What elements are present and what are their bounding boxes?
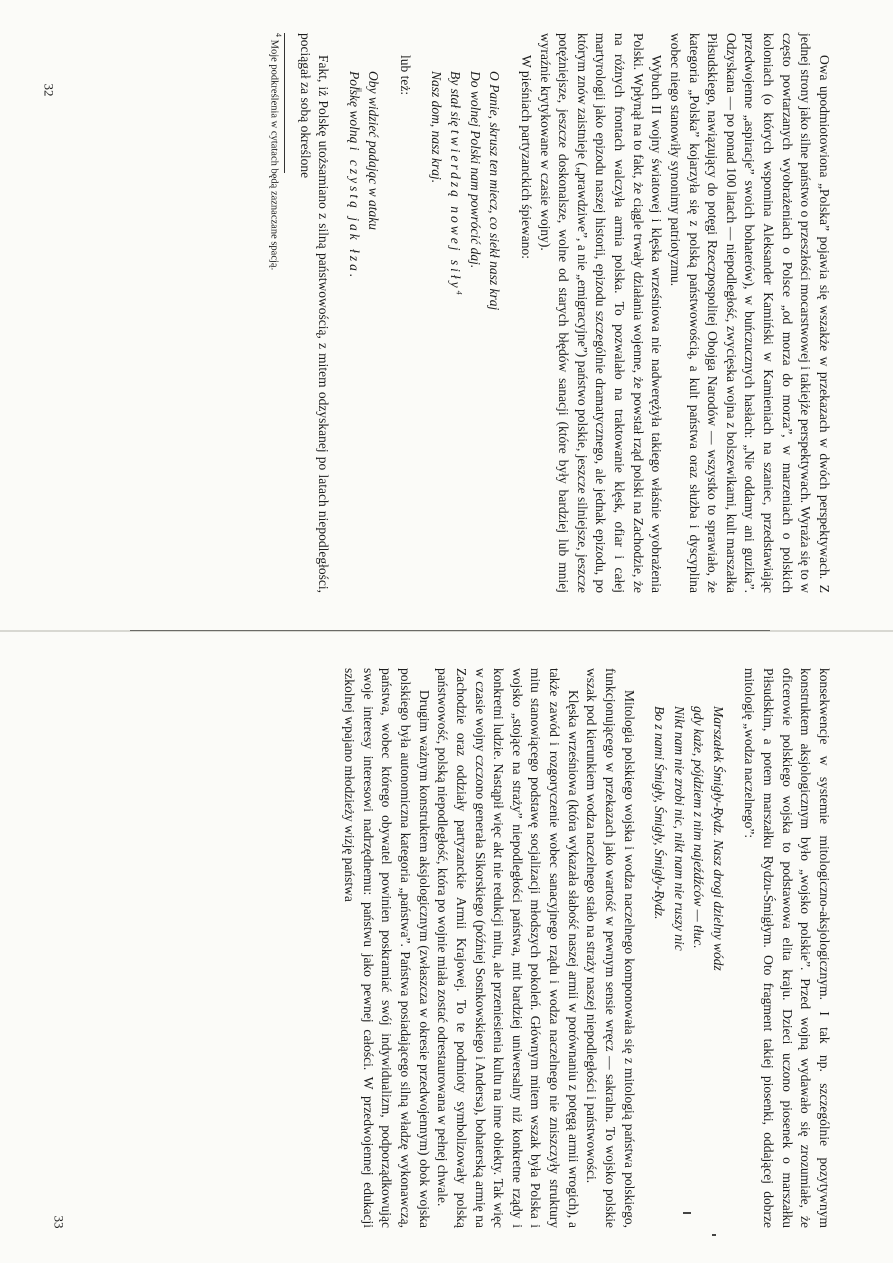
page-32-body: [83, 33, 833, 593]
scan-speck: [683, 1212, 691, 1214]
verse-line: Nikt nam nie zrobi nic, nikt nam nie ruszy nic: [671, 706, 687, 951]
scan-speck: [712, 1234, 716, 1236]
or-label: lub też:: [398, 55, 414, 96]
footnote: $^4$ Moje podkreślenia w cytatach będą zaznaczane spacją.: [268, 33, 284, 271]
paragraph-3: W pieśniach partyzanckich śpiewano:: [519, 55, 534, 260]
paragraph: Mitologia polskiego wojska i wodza naczelnego komponowała się z mitologią państwa polskiego, funkcjonującego w przekazach jako wartość w pewnym sensie wręcz — sakralna. To wojsko polskie wszak pod kierunkiem wodza naczelnego stało na straży naszej niepodległości i państwowości.: [584, 668, 637, 1228]
scan-speck: [356, 88, 362, 92]
song-verse-2: [344, 71, 383, 593]
verse-line: By stał się twierdzą nowej siły$^4$: [448, 71, 464, 295]
verse-line: Polskę wolną i czystą jak łza.: [346, 71, 362, 281]
verse-line: Marszałek Śmigły-Rydz. Nasz drogi dzielny wódz: [710, 706, 726, 971]
verse-line: Do wolnej Polski nam powrócić daj.: [467, 71, 483, 269]
page-number: 32: [41, 83, 57, 97]
page-32-scan: [0, 0, 893, 631]
footnote-ref: 4: [454, 290, 464, 295]
spaced-word: twierdzą nowej siły: [448, 129, 464, 291]
song-verse-1: [426, 71, 504, 593]
verse-line: Nasz dom, nasz kraj.: [428, 71, 444, 184]
paragraph-2: Wybuch II wojny światowej i klęska wrześniowa nie nadwerężyła takiego właśnie wyobrażenia Polski. Wpłynął na to fakt, że ciągle trwały działania wojenne, że powstał rząd polski na Zachodzie, że na różnych frontach walczyła armia polska. To pozwalało na traktowanie klęsk, ofiar i całej martyrologii jako epizodu naszej historii, epizodu szczególnie dramatycznego, ale jednak epizodu, po którym znów zaistnieje („prawdziwe”, a nie „emigracyjne”) państwo polskie, jeszcze silniejsze, jeszcze potężniejsze, jeszcze doskonalsze, wolne od starych błędów sanacji (które były bardziej lub mniej wyraźnie krytykowane w czasie wojny).: [537, 33, 665, 593]
verse-line: O Panie, skrusz ten miecz, co siekł nasz kraj: [487, 71, 503, 311]
paragraph: Drugim ważnym konstruktem aksjologicznym (zwłaszcza w okresie przedwojennym) obok wojska polskiego była autonomiczna kategoria „państwa”. Państwa posiadającego silną władzę wykonawczą, państwa, wobec którego obywatel powinien poskramiać swój indywidualizm, podporządkowując swoje interesy interesowi nadrzędnemu: państwu jako pewnej całości. W przedwojennej edukacji szkolnej wpajano młodzieży wizję państwa: [342, 668, 432, 1228]
footnote-rule: [284, 33, 285, 173]
spaced-word: i czystą jak łza.: [346, 146, 362, 281]
closing-paragraph: Fakt, iż Polskę utożsamiano z silną państwowością, z mitem odzyskanej po latach niepodległości, pociągał za sobą określone: [297, 33, 332, 593]
verse-line: Oby widzieć padając w ataku: [366, 71, 382, 230]
paragraph-continued: konsekwencje w systemie mitologiczno-aksjologicznym. I tak np. szczególnie pozytywnym konstruktem aksjologicznym było „wojsko polskie”. Przed wojną wydawało się zrozumiałe, że oficerowie polskiego wojska to podstawowa elita kraju. Dzieci uczono piosenek o marszałku Piłsudskim, a potem marszałku Rydzu-Śmigłym. Oto fragment takiej piosenki, oddającej dobrze mitologię „wodza naczelnego”:: [742, 668, 832, 1228]
song-verse: [650, 706, 728, 1228]
verse-line: gdy każe, pójdziem z nim najeźdźców — tłuc.: [691, 706, 707, 949]
verse-line: Bo z nami Śmigły, Śmigły, Śmigły-Rydz.: [652, 706, 668, 920]
paragraph: Klęska wrześniowa (która wykazała słabość naszej armii w porównaniu z potęgą armii wrogich), a także zawód i rozgoryczenie wobec sanacyjnego rządu i wodza naczelnego nie zniszczyły struktury mitu stanowiącego podstawę socjalizacji młodszych pokoleń. Głównym mitem wszak była Polska i wojsko „stojące na straży” niepodległości państwa, mit bardziej uniwersalny niż konkretne rządy i konkretni ludzie. Nastąpił więc akt nie redukcji mitu, ale przeniesienia kultu na inne obiekty. Tak więc w czasie wojny czczono generała Sikorskiego (później Sosnkowskiego i Andersa), bohaterską armię na Zachodzie oraz oddziały partyzanckie Armii Krajowej. To te podmioty symbolizowały polską państwowość, polską niepodległość, która po wojnie miała zostać odrestaurowana w pełnej chwale.: [435, 668, 581, 1228]
page-33-scan: [0, 632, 893, 1263]
page-number: 33: [51, 1215, 67, 1229]
page-33-body: [83, 668, 833, 1228]
paragraph-1: Owa upodmiotowiona „Polska” pojawia się wszakże w przekazach w dwóch perspektywach. Z jednej strony jako silne państwo o przeszłości mocarstwowej i takiejże perspektywach. Wyraża się to w często powtarzanych wyobrażeniach o Polsce „od morza do morza”, w marzeniach o polskich koloniach (o których wspomina Aleksander Kamiński w Kamieniach na szaniec, przedstawiając przedwojenne „aspiracje” swoich bohaterów), w buńczucznych hasłach: „Nie oddamy ani guzika”. Odzyskana — po ponad 100 latach — niepodległość, zwycięska wojna z bolszewikami, kult marszałka Piłsudskiego, nawiązujący do potęgi Rzeczpospolitej Obojga Narodów — wszystko to sprawiało, że kategoria „Polska” kojarzyła się z polską państwowością, a kult państwa oraz służba i dyscyplina wobec niego stanowiły synonimy patriotyzmu.: [668, 33, 832, 593]
